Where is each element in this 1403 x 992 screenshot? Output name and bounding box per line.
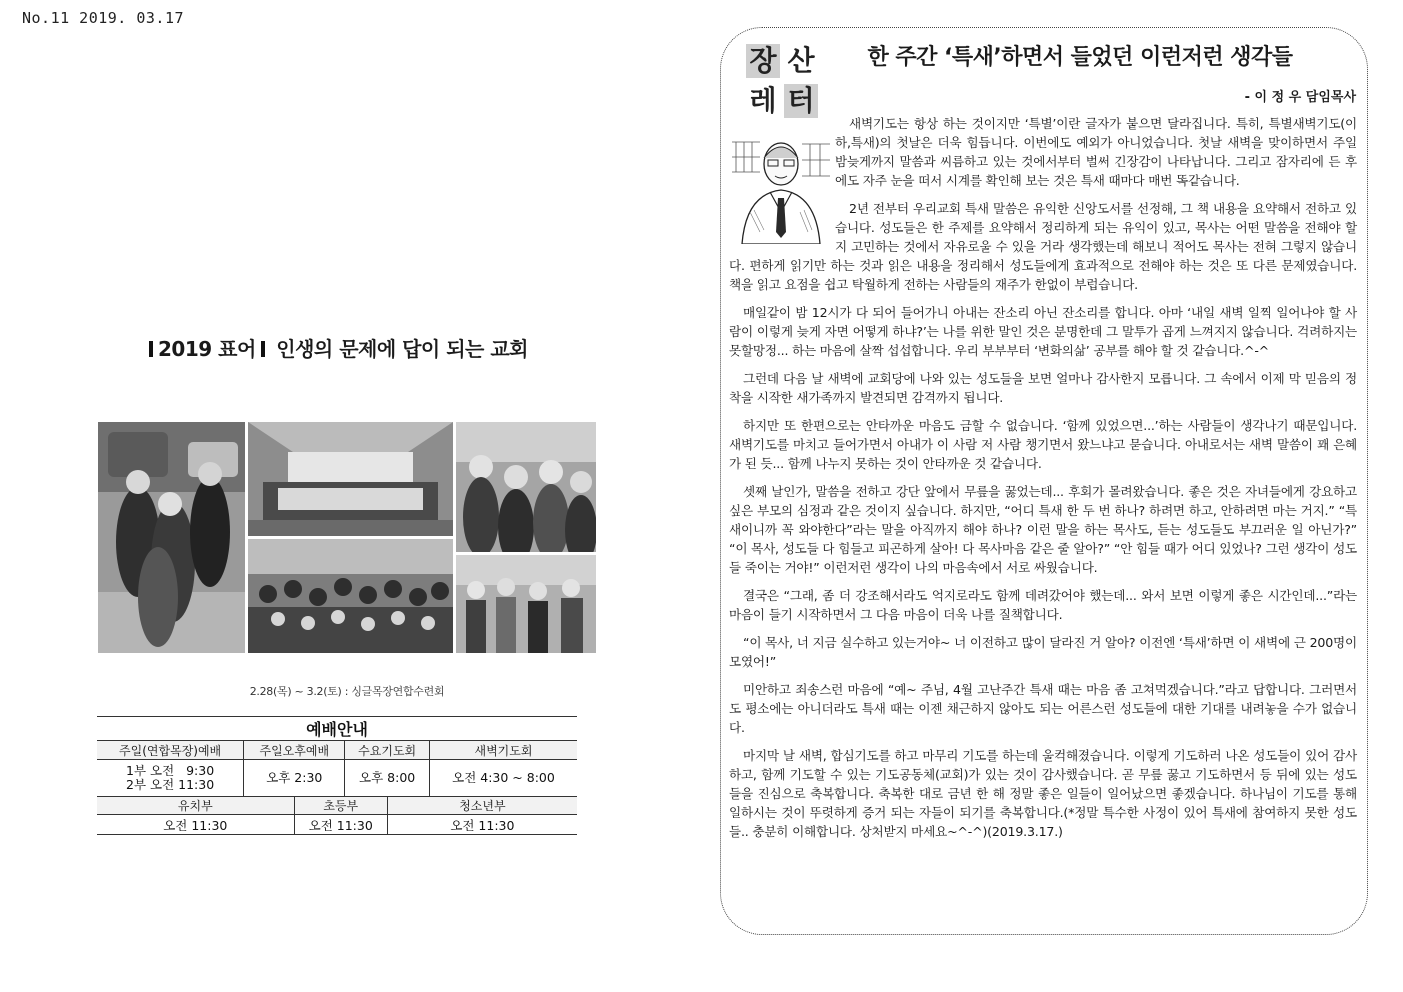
value-wednesday: 오후 8:00 [345, 760, 430, 797]
header-sunday-afternoon: 주일오후예배 [244, 741, 345, 760]
value-sunday-main [97, 760, 244, 797]
photo-indoor-group [456, 555, 596, 653]
stamp-char-4: 터 [784, 84, 818, 118]
motto-label: 2019 표어 [158, 337, 256, 361]
photo-crowd-outdoor [248, 539, 453, 653]
retreat-photo-collage [98, 422, 596, 653]
header-dawn: 새벽기도회 [429, 741, 577, 760]
header-kindergarten: 유치부 [97, 797, 294, 815]
value-elementary: 오전 11:30 [294, 815, 387, 835]
value-kindergarten: 오전 11:30 [97, 815, 294, 835]
header-elementary: 초등부 [294, 797, 387, 815]
letter-paragraph-10: 마지막 날 새벽, 합심기도를 하고 마무리 기도를 하는데 울컥해졌습니다. 이렇게 기도하러 나온 성도들이 있어 감사하고, 함께 기도할 수 있는 기도공동체(교회)가 있는 것이 감사했습니다. 곧 무릎 꿇고 기도하면서 등 뒤에 있는 성도들을 진심으로 축복합니다. 축복한 대로 금년 한 해 정말 좋은 일들이 일어났으면 좋겠습니다. 하나님이 기도를 통해 일하시는 것이 뚜렷하게 증거 되는 자들이 되기를 축복합니다.(*정말 특수한 사정이 있어 특새에 참여하지 못한 성도들.. 충분히 이해합니다. 상처받지 마세요~^-^)(2019.3.17.) [729, 748, 1357, 839]
stamp-char-2: 산 [787, 44, 815, 77]
letter-paragraph-9: 미안하고 죄송스런 마음에 “예~ 주님, 4월 고난주간 특새 때는 마음 좀 고쳐먹겠습니다.”라고 답합니다. 그러면서도 평소에는 아니더라도 특새 때는 이젠 채근하지 않아도 되는 어른스런 성도들에 대한 기대를 내려놓을 수가 없습니다. [729, 682, 1357, 735]
stamp-char-3: 레 [749, 84, 777, 117]
value-sunday-afternoon: 오후 2:30 [244, 760, 345, 797]
motto-text: 인생의 문제에 답이 되는 교회 [276, 337, 528, 361]
worship-table-title: 예배안내 [97, 717, 577, 741]
value-dawn: 오전 4:30 ~ 8:00 [429, 760, 577, 797]
letter-paragraph-7: 결국은 “그래, 좀 더 강조해서라도 억지로라도 함께 데려갔어야 했는데... 와서 보면 이렇게 좋은 시간인데...”라는 마음이 들기 시작하면서 그 다음 마음이 더욱 나를 질책합니다. [729, 588, 1357, 622]
letter-paragraph-1: 새벽기도는 항상 하는 것이지만 ‘특별’이란 글자가 붙으면 달라집니다. 특히, 특별새벽기도(이하,특새)의 첫날은 더욱 힘듭니다. 이번에도 예외가 아니었습니다. 첫날 새벽을 맞이하면서 주일 밤늦게까지 말씀과 씨름하고 있는 것에서부터 벌써 긴장감이 나타납니다. 그리고 잠자리에 든 후에도 자주 눈을 떠서 시계를 확인해 보는 것은 특새 때마다 매번 똑같습니다. [835, 116, 1357, 188]
photo-hall-group [248, 422, 453, 536]
letter-title: 한 주간 ‘특새’하면서 들었던 이런저런 생각들 [867, 45, 1293, 70]
photo-group-outdoor [98, 422, 245, 653]
letter-paragraph-8: “이 목사, 너 지금 실수하고 있는거야~ 너 이전하고 많이 달라진 거 알아? 이전엔 ‘특새’하면 이 새벽에 근 200명이 모였어!” [729, 635, 1357, 669]
value-youth: 오전 11:30 [387, 815, 577, 835]
church-motto [96, 333, 576, 362]
stamp-char-1: 장 [746, 44, 780, 78]
header-wednesday: 수요기도회 [345, 741, 430, 760]
issue-number: No.11 2019. 03.17 [22, 9, 185, 27]
letter-paragraph-5: 하지만 또 한편으로는 안타까운 마음도 금할 수 없습니다. ‘함께 있었으면...’하는 사람들이 생각나기 때문입니다. 새벽기도를 마치고 들어가면서 아내가 이 사람 저 사람 챙기면서 왔느냐고 묻습니다. 아내로서는 새벽 말씀이 꽤 은혜가 된 듯... 함께 나누지 못하는 것이 안타까운 것 같습니다. [729, 418, 1357, 471]
motto-bar-left [149, 341, 153, 357]
worship-schedule-table [97, 716, 577, 835]
photo-girls-group [456, 422, 596, 552]
letter-body [729, 114, 1357, 850]
letter-author: - 이 정 우 담임목사 [1244, 90, 1356, 105]
letter-paragraph-6: 셋째 날인가, 말씀을 전하고 강단 앞에서 무릎을 꿇었는데... 후회가 몰려왔습니다. 좋은 것은 자녀들에게 강요하고 싶은 부모의 심정과 같은 것이지 싶습니다. 하지만, “어디 특새 한 두 번 하나? 하려면 하고, 안하려면 마는 거지.” “특새이니까 꼭 와야한다”라는 말을 아직까지 해야 하나? 이런 말을 하는 목사도, 듣는 성도들도 부끄러운 일 아닌가?” “이 목사, 성도들 다 힘들고 피곤하게 살아! 다 목사마음 같은 줄 알아?” “안 힘들 때가 어디 있었나? 그런 생각이 성도들 죽이는 거야!” 이런저런 생각이 나의 마음속에서 서로 싸웠습니다. [729, 484, 1357, 575]
letter-paragraph-3: 매일같이 밤 12시가 다 되어 들어가니 아내는 잔소리 아닌 잔소리를 합니다. 아마 ‘내일 새벽 일찍 일어나야 할 사람이 이렇게 늦게 자면 어떻게 하냐?’는 나를 위한 말인 것은 분명한데 그 말투가 곱게 느껴지지 않습니다. 걱려하지는 못할망정... 하는 마음에 살짝 섭섭합니다. 우리 부부부터 ‘변화의삶’ 공부를 해야 할 것 같습니다.^-^ [729, 305, 1357, 358]
photo-caption: 2.28(목) ~ 3.2(토) : 싱글목장연합수련회 [249, 685, 445, 698]
letter-paragraph-2: 2년 전부터 우리교회 특새 말씀은 유익한 신앙도서를 선정해, 그 책 내용을 요약해서 전하고 있습니다. 성도들은 한 주제를 요약해서 정리하게 되는 유익이 있고, 목사는 어떤 말씀을 전해야 할지 고민하는 것에서 자유로울 수 있을 거라 생각했는데 해보니 적어도 목사는 전혀 그렇지 않습니다. 편하게 읽기만 하는 것과 읽은 내용을 정리해서 성도들에게 효과적으로 전해야 하는 것은 또 다른 문제였습니다. 책을 읽고 요점을 쉽고 탁월하게 전하는 사람들의 재주가 한없이 부럽습니다. [729, 201, 1357, 292]
header-youth: 청소년부 [387, 797, 577, 815]
sunday-first-service: 1부 오전 9:30 [126, 763, 215, 778]
motto-bar-right [261, 341, 265, 357]
header-sunday-main: 주일(연합목장)예배 [97, 741, 244, 760]
sunday-second-service: 2부 오전 11:30 [126, 777, 215, 792]
letter-paragraph-4: 그런데 다음 날 새벽에 교회당에 나와 있는 성도들을 보면 얼마나 감사한지 모릅니다. 그 속에서 이제 막 믿음의 정착을 시작한 새가족까지 발견되면 감격까지 됩니다. [729, 371, 1357, 405]
